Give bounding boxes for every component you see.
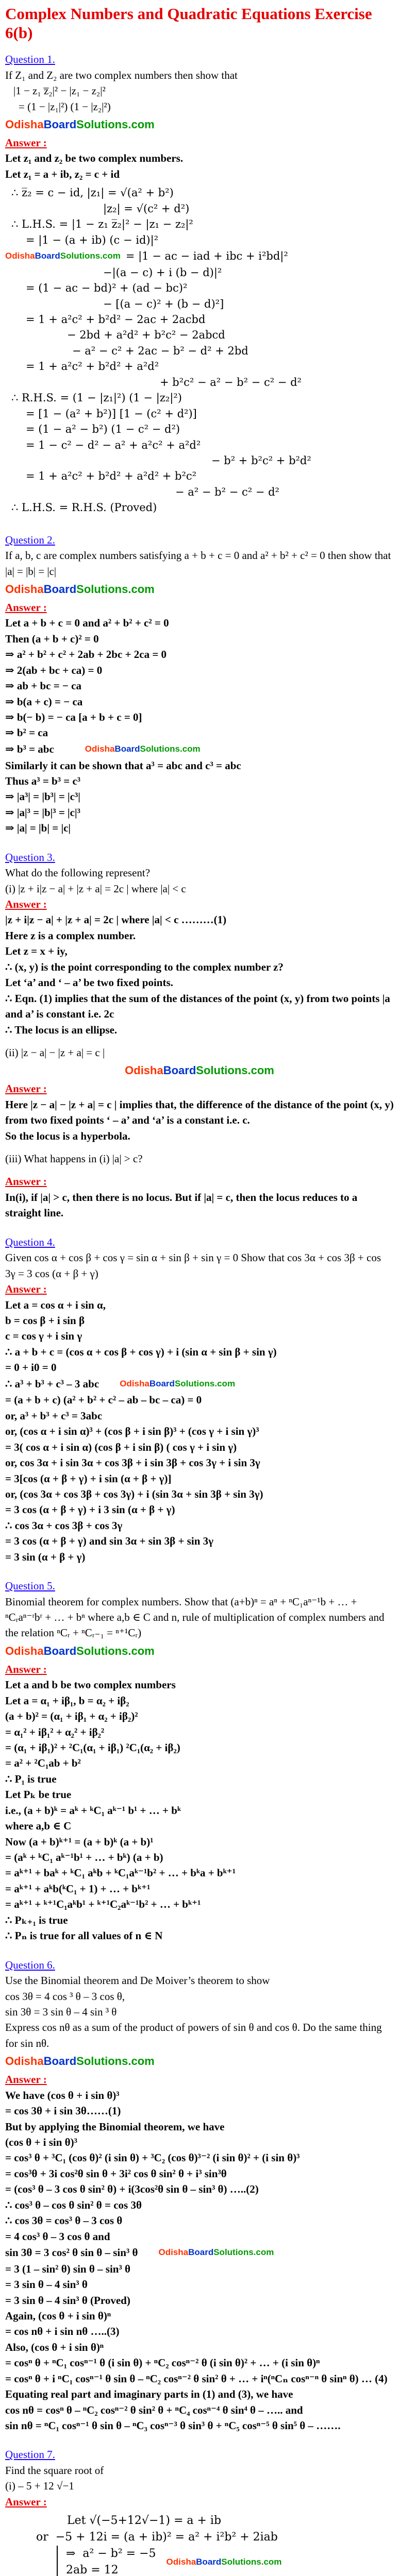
answer-line: = (α₁ + iβ₁)² + ²C₁(α₁ + iβ₁) ²C₁(α₂ + iβ₂) — [5, 1741, 180, 1754]
answer-line: ⇒ |a|³ = |b|³ = |c|³ — [5, 806, 80, 819]
question-text: Use the Binomial theorem and De Moiver’s theorem to show — [5, 1974, 270, 1987]
answer-line: where a,b ∈ C — [5, 1820, 72, 1833]
answer-line: But by applying the Binomial theorem, we have — [5, 2120, 225, 2133]
answer-body — [5, 150, 394, 515]
question-label: Question 5. — [5, 1580, 55, 1592]
answer-line: ∴ Pₙ is true for all values of n ∈ N — [5, 1929, 163, 1942]
answer-line: Let a and b be two complex numbers — [5, 1679, 176, 1691]
question-label: Question 2. — [5, 533, 55, 546]
answer-line: |z + i|z − a| + |z + a| = 2c | where |a| < c ………(1) — [5, 913, 227, 926]
question-equation: |1 − z₁ z̅₂|² − |z₁ − z₂|² — [13, 84, 106, 97]
question-6 — [5, 1957, 394, 2434]
answer-line: = 3 cos (α + β + γ) + i 3 sin (α + β + γ) — [5, 1503, 175, 1516]
site-watermark: OdishaBoardSolutions.com — [5, 1644, 155, 1657]
answer-label: Answer : — [5, 1283, 47, 1296]
answer-line: ∴ a + b + c = (cos α + cos β + cos γ) + i (sin α + sin β + sin γ) — [5, 1345, 277, 1358]
answer-line: = aᵏ⁺¹ + ᵏ⁺¹C₁aᵏb¹ + ᵏ⁺¹C₂aᵏ⁻¹b² + … + bᵏ⁺¹ — [5, 1898, 201, 1911]
answer-line: sin 3θ = 3 cos² θ sin θ – sin³ θ — [5, 2246, 138, 2259]
answer-line: = 3[cos (α + β + γ) + i sin (α + β + γ)] — [5, 1472, 172, 1485]
answer-label: Answer : — [5, 137, 47, 149]
site-watermark: OdishaBoardSolutions.com — [125, 1064, 274, 1077]
answer-line: So the locus is a hyperbola. — [5, 1129, 130, 1142]
answer-line: = cosⁿ θ + ⁿC₁ cosⁿ⁻¹ θ (i sin θ) + ⁿC₂ cosⁿ⁻² θ (i sin θ)² + … + (i sin θ)ⁿ — [5, 2357, 320, 2369]
question-text: If Z₁ and Z₂ are two complex numbers then show that — [5, 69, 238, 81]
answer-line: Then (a + b + c)² = 0 — [5, 632, 99, 645]
answer-line: = cos 3θ + i sin 3θ……(1) — [5, 2105, 121, 2117]
answer-line: or, (cos 3α + cos 3β + cos 3γ) + i (sin 3α + sin 3β + sin 3γ) — [5, 1487, 263, 1500]
answer-line: = α₁² + iβ₁² + α₂² + iβ₂² — [5, 1725, 105, 1738]
answer-body — [5, 2088, 394, 2434]
question-1 — [5, 52, 394, 515]
answer-line: = aᵏ⁺¹ + aᵏb(ᵏC₁ + 1) + … + bᵏ⁺¹ — [5, 1882, 151, 1895]
answer-line: = 3 sin θ – 4 sin³ θ — [5, 2278, 88, 2291]
question-3 — [5, 850, 394, 1221]
answer-line: = (a + b + c) (a² + b² + c² – ab – bc – ca) = 0 — [5, 1394, 202, 1406]
question-label: Question 3. — [5, 851, 55, 863]
answer-line: = cosⁿ θ + i ⁿC₁ cosⁿ⁻¹ θ sin θ – ⁿC₂ cosⁿ⁻² θ sin² θ + … + iⁿ(ⁿCₙ cosⁿ⁻ⁿ θ sinⁿ θ) … (4) — [5, 2372, 388, 2385]
site-watermark: OdishaBoardSolutions.com — [5, 251, 121, 261]
question-part: (ii) |z − a| − |z + a| = c | — [5, 1046, 105, 1059]
answer-line: ∴ a³ + b³ + c³ – 3 abc — [5, 1377, 99, 1390]
page-title: Complex Numbers and Quadratic Equations Exercise 6(b) — [5, 5, 372, 42]
answer-derivation: Let √(−5+12√−1) = a + ib or −5 + 12i = (a + ib)² = a² + i²b² + 2iab ⇒ a² − b² = −5 2ab = 12 OdishaBoardSolutions.com — [5, 2510, 394, 2576]
answer-line: Equating real part and imaginary parts in (1) and (3), we have — [5, 2388, 293, 2401]
answer-line: In(i), if |a| > c, then there is no locus. But if |a| = c, then the locus reduces to a straight line. — [5, 1191, 360, 1219]
question-part: (i) – 5 + 12 √−1 — [5, 2480, 74, 2493]
answer-line: = 3 sin θ – 4 sin³ θ (Proved) — [5, 2294, 130, 2307]
question-label: Question 7. — [5, 2448, 55, 2461]
site-watermark: OdishaBoardSolutions.com — [120, 1378, 236, 1388]
answer-line: ⇒ b² = ca — [5, 726, 48, 739]
answer-line: = (aᵏ + ᵏC₁ aᵏ⁻¹b¹ + … + bᵏ) (a + b) — [5, 1851, 163, 1864]
answer-line: ⇒ b³ = abc — [5, 742, 54, 755]
answer-line: Let z₁ = a + ib, z₂ = c + id — [5, 167, 120, 180]
question-text: sin 3θ = 3 sin θ – 4 sin ³ θ — [5, 2005, 117, 2018]
question-text: What do the following represent? — [5, 867, 151, 879]
answer-line: ∴ cos 3θ = cos³ θ – 3 cos θ — [5, 2214, 123, 2227]
answer-line: = cos nθ + i sin nθ …..(3) — [5, 2325, 120, 2338]
answer-line: ⇒ b(− b) = − ca [a + b + c = 0] — [5, 710, 142, 723]
answer-line: = 4 cos³ θ – 3 cos θ and — [5, 2230, 110, 2243]
question-part: (iii) What happens in (i) |a| > c? — [5, 1153, 143, 1165]
site-watermark: OdishaBoardSolutions.com — [166, 2556, 282, 2567]
answer-label: Answer : — [5, 1663, 47, 1675]
answer-line: (cos θ + i sin θ)³ — [5, 2136, 77, 2148]
answer-line: ∴ (x, y) is the point corresponding to the complex number z? — [5, 960, 284, 973]
answer-line: Let z = x + iy, — [5, 945, 68, 958]
answer-line: Let ‘a’ and ‘ – a’ be two fixed points. — [5, 976, 173, 989]
question-label: Question 1. — [5, 53, 55, 66]
answer-line: = aᵏ⁺¹ + baᵏ + ᵏC₁ aᵏb + ᵏC₁aᵏ⁻¹b² + … + bᵏa + bᵏ⁺¹ — [5, 1867, 236, 1879]
question-equation: = (1 − |z₁|²) (1 − |z₂|²) — [19, 100, 111, 113]
answer-line: = 3 (1 – sin² θ) sin θ – sin³ θ — [5, 2262, 130, 2275]
answer-body — [5, 1190, 394, 1221]
question-text: Find the square root of — [5, 2464, 104, 2477]
answer-line: ⇒ b(a + c) = − ca — [5, 695, 83, 708]
question-text: If a, b, c are complex numbers satisfying a + b + c = 0 and a² + b² + c² = 0 then show that |a| = |b| = |c| — [5, 549, 391, 578]
answer-line: = 3( cos α + i sin α) (cos β + i sin β) ( cos γ + i sin γ) — [5, 1440, 237, 1453]
answer-label: Answer : — [5, 898, 47, 910]
answer-line: Let a = cos α + i sin α, — [5, 1298, 106, 1311]
answer-line: ⇒ ab + bc = − ca — [5, 680, 81, 692]
answer-line: b = cos β + i sin β — [5, 1314, 85, 1327]
answer-line: We have (cos θ + i sin θ)³ — [5, 2089, 120, 2102]
answer-line: i.e., (a + b)ᵏ = aᵏ + ᵏC₁ aᵏ⁻¹ b¹ + … + bᵏ — [5, 1804, 181, 1817]
site-watermark: OdishaBoardSolutions.com — [5, 2055, 155, 2068]
answer-line: = 0 + i0 = 0 — [5, 1361, 57, 1374]
answer-line: Now (a + b)ᵏ⁺¹ = (a + b)ᵏ (a + b)¹ — [5, 1835, 154, 1848]
answer-line: ∴ cos 3α + cos 3β + cos 3γ — [5, 1519, 123, 1532]
question-text: Binomial theorem for complex numbers. Show that (a+b)ⁿ = aⁿ + ⁿC₁aⁿ⁻¹b + … + ⁿCᵣaⁿ⁻ʳbʳ + … + bⁿ where a,b ∈ C and n, rule of multiplication of complex numbers and the relation ⁿCᵣ + ⁿCᵣ₋₁ = ⁿ⁺¹Cᵣ) — [5, 1595, 385, 1639]
answer-line: ⇒ 2(ab + bc + ca) = 0 — [5, 664, 103, 676]
answer-line: or, (cos α + i sin α)³ + (cos β + i sin β)³ + (cos γ + i sin γ)³ — [5, 1425, 259, 1438]
answer-line: ⇒ a² + b² + c² + 2ab + 2bc + 2ca = 0 — [5, 648, 167, 661]
answer-line: ∴ cos³ θ – cos θ sin² θ = cos 3θ — [5, 2198, 142, 2211]
question-text: Express cos nθ as a sum of the product of powers of sin θ and cos θ. Do the same thing for sin nθ. — [5, 2021, 382, 2049]
answer-body — [5, 615, 394, 836]
answer-line: = cos³θ + 3i cos²θ sin θ + 3i² cos θ sin² θ + i³ sin³θ — [5, 2167, 227, 2180]
answer-line: = 3 sin (α + β + γ) — [5, 1550, 86, 1563]
site-watermark: OdishaBoardSolutions.com — [158, 2247, 274, 2257]
question-label: Question 4. — [5, 1235, 55, 1248]
answer-label: Answer : — [5, 1175, 47, 1188]
question-text: Given cos α + cos β + cos γ = sin α + sin β + sin γ = 0 Show that cos 3α + cos 3β + cos 3γ = 3 cos (α + β + γ) — [5, 1251, 381, 1280]
answer-line: Thus a³ = b³ = c³ — [5, 774, 81, 787]
answer-body — [5, 1297, 394, 1565]
answer-line: sin nθ = ⁿC₁ cosⁿ⁻¹ θ sin θ – ⁿC₃ cosⁿ⁻³ θ sin³ θ + ⁿC₅ cosⁿ⁻⁵ θ sin⁵ θ – ……. — [5, 2419, 341, 2432]
answer-label: Answer : — [5, 601, 47, 614]
question-4 — [5, 1234, 394, 1565]
answer-label: Answer : — [5, 2495, 47, 2508]
answer-line: Let a = α₁ + iβ₁, b = α₂ + iβ₂ — [5, 1694, 129, 1707]
answer-body — [5, 912, 394, 1038]
answer-line: cos nθ = cosⁿ θ – ⁿC₂ cosⁿ⁻² θ sin² θ + ⁿC₄ cosⁿ⁻⁴ θ sin⁴ θ – ….. and — [5, 2403, 303, 2416]
answer-line: Similarly it can be shown that a³ = abc and c³ = abc — [5, 759, 241, 772]
question-2 — [5, 532, 394, 836]
site-watermark: OdishaBoardSolutions.com — [5, 583, 155, 596]
answer-line: = a² + ²C₁ab + b² — [5, 1757, 81, 1770]
answer-derivation: ∴ z̅₂ = c − id, |z₁| = √(a² + b²) |z₂| = √(c² + d²) ∴ L.H.S. = |1 − z₁ z̅₂|² − |z₁ − z₂|² = |1 − (a + ib) (c − id)|² OdishaBoardSolutions.com = |1 − ac − iad + ibc + i²bd|² −|(a − c) + i (b − d)|² = (1 − ac − bd)² + (ad − bc)² − [(a − c)² + (b − d)²] = 1 + a²c² + b²d² − 2ac + 2acbd − 2bd + a²d² + b²c² − 2abcd − a² − c² + 2ac − b² − d² + 2bd = 1 + a²c² + b²d² + a²d² + b²c² − a² − b² − c² − d² ∴ R.H.S. = (1 − |z₁|²) (1 − |z₂|²) = [1 − (a² + b²)] [1 − (c² + d²)] = (1 − a² − b²) (1 − c² − d²) = 1 − c² − d² − a² + a²c² + a²d² − b² + b²c² + b²d² = 1 + a²c² + b²d² + a²d² + b²c² − a² − b² − c² − d² ∴ L.H.S. = R.H.S. (Proved) — [5, 185, 394, 515]
site-watermark: OdishaBoardSolutions.com — [5, 118, 155, 131]
site-watermark: OdishaBoardSolutions.com — [85, 743, 201, 754]
answer-line: or, cos 3α + i sin 3α + cos 3β + i sin 3β + cos 3γ + i sin 3γ — [5, 1456, 260, 1469]
question-label: Question 6. — [5, 1958, 55, 1971]
answer-line: = cos³ θ + ³C₁ (cos θ)² (i sin θ) + ³C₂ (cos θ)³⁻² (i sin θ)² + (i sin θ)³ — [5, 2151, 300, 2164]
answer-label: Answer : — [5, 2073, 47, 2086]
answer-line: ⇒ |a³| = |b³| = |c³| — [5, 790, 80, 803]
answer-line: c = cos γ + i sin γ — [5, 1330, 82, 1343]
question-part: (i) |z + i|z − a| + |z + a| = 2c | where |a| < c — [5, 882, 186, 895]
answer-line: = (cos³ θ – 3 cos θ sin² θ) + i(3cos²θ sin θ – sin³ θ) …..(2) — [5, 2183, 259, 2196]
question-5 — [5, 1578, 394, 1944]
question-7 — [5, 2447, 394, 2576]
answer-line: = 3 cos (α + β + γ) and sin 3α + sin 3β + sin 3γ — [5, 1535, 213, 1548]
answer-line: Let z₁ and z₂ be two complex numbers. — [5, 152, 184, 165]
answer-line: ∴ Eqn. (1) implies that the sum of the distances of the point (x, y) from two points |a and a’ is constant i.e. 2c — [5, 992, 393, 1021]
answer-line: ∴ Pₖ₊₁ is true — [5, 1913, 68, 1926]
answer-line: ∴ The locus is an ellipse. — [5, 1023, 118, 1036]
answer-line: (a + b)² = (α₁ + iβ₁ + α₂ + iβ₂)² — [5, 1710, 138, 1723]
answer-line: Let Pₖ be true — [5, 1788, 72, 1801]
answer-line: Let a + b + c = 0 and a² + b² + c² = 0 — [5, 617, 169, 630]
answer-line: or, a³ + b³ + c³ = 3abc — [5, 1409, 103, 1422]
answer-line: Here |z − a| − |z + a| = c | implies that, the difference of the distance of the point (x, y) from two fixed points ‘ – a’ and ‘a’ is a constant i.e. c. — [5, 1098, 396, 1127]
answer-line: Also, (cos θ + i sin θ)ⁿ — [5, 2341, 104, 2353]
answer-line: ∴ P₁ is true — [5, 1772, 57, 1785]
answer-body — [5, 1677, 394, 1943]
answer-line: Again, (cos θ + i sin θ)ⁿ — [5, 2309, 111, 2322]
answer-line: ⇒ |a| = |b| = |c| — [5, 822, 71, 835]
answer-body — [5, 1097, 394, 1144]
answer-line: Here z is a complex number. — [5, 929, 136, 942]
answer-label: Answer : — [5, 1082, 47, 1095]
question-text: cos 3θ = 4 cos ³ θ – 3 cos θ, — [5, 1990, 125, 2003]
